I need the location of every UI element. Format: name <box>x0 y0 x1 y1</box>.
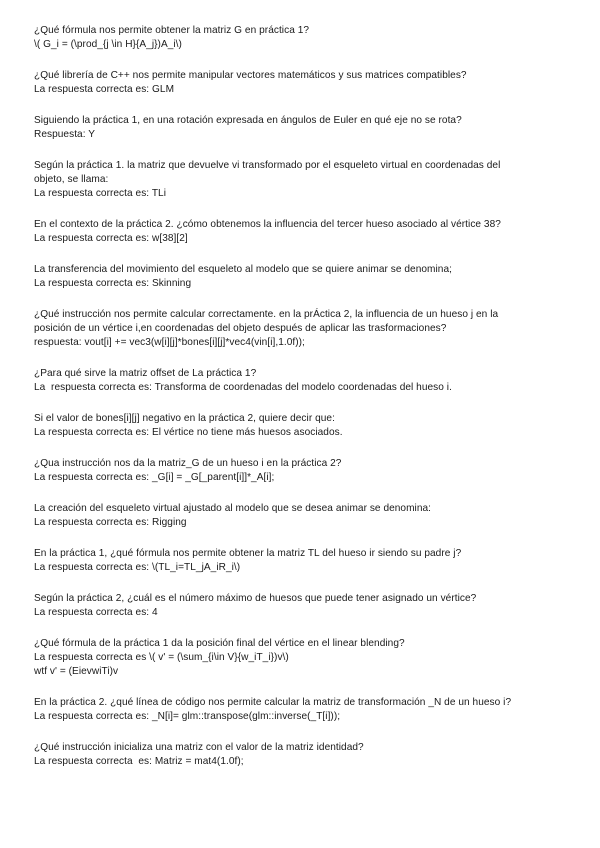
question-text: ¿Qua instrucción nos da la matriz_G de un hueso i en la práctica 2? <box>34 458 342 469</box>
qa-item <box>34 308 580 350</box>
qa-item <box>34 592 580 620</box>
answer-text: La respuesta correcta es: GLM <box>34 84 175 95</box>
question-text: En la práctica 2. ¿qué línea de código nos permite calcular la matriz de transformación _N de un hueso i? <box>34 697 512 708</box>
question-text: En la práctica 1, ¿qué fórmula nos permite obtener la matriz TL del hueso ir siendo su padre j? <box>34 548 462 559</box>
answer-text: La respuesta correcta es: \(TL_i=TL_jA_iR_i\) <box>34 562 241 573</box>
qa-item <box>34 457 580 485</box>
answer-text: La respuesta correcta es: _N[i]= glm::transpose(glm::inverse(_T[i])); <box>34 711 341 722</box>
question-text: Si el valor de bones[i][j] negativo en la práctica 2, quiere decir que: <box>34 413 335 424</box>
question-text: Según la práctica 1. la matriz que devuelve vi transformado por el esqueleto virtual en coordenadas del <box>34 160 501 171</box>
qa-item <box>34 218 580 246</box>
qa-item <box>34 637 580 679</box>
answer-text: La respuesta correcta es: TLi <box>34 188 166 199</box>
qa-item <box>34 69 580 97</box>
question-text: ¿Para qué sirve la matriz offset de La práctica 1? <box>34 368 257 379</box>
question-text: La transferencia del movimiento del esqueleto al modelo que se quiere animar se denomina; <box>34 264 452 275</box>
answer-text: La respuesta correcta es \( v' = (\sum_{i\in V}{w_iT_i})v\) <box>34 652 289 663</box>
answer-text: La respuesta correcta es: El vértice no tiene más huesos asociados. <box>34 427 343 438</box>
question-text: posición de un vértice i,en coordenadas del objeto después de aplicar las trasformaciones? <box>34 323 447 334</box>
qa-item <box>34 502 580 530</box>
answer-text: La respuesta correcta es: w[38][2] <box>34 233 188 244</box>
answer-text: La respuesta correcta es: Matriz = mat4(1.0f); <box>34 756 244 767</box>
question-text: ¿Qué fórmula de la práctica 1 da la posición final del vértice en el linear blending? <box>34 638 405 649</box>
qa-item <box>34 741 580 769</box>
qa-item <box>34 547 580 575</box>
answer-text: respuesta: vout[i] += vec3(w[i][j]*bones[i][j]*vec4(vin[i],1.0f)); <box>34 337 305 348</box>
question-text: ¿Qué fórmula nos permite obtener la matriz G en práctica 1? <box>34 25 310 36</box>
qa-item <box>34 263 580 291</box>
qa-item <box>34 696 580 724</box>
qa-item <box>34 24 580 52</box>
question-text: Según la práctica 2, ¿cuál es el número máximo de huesos que puede tener asignado un vértice? <box>34 593 477 604</box>
question-text: ¿Qué librería de C++ nos permite manipular vectores matemáticos y sus matrices compatibles? <box>34 70 467 81</box>
answer-text: La respuesta correcta es: _G[i] = _G[_parent[i]]*_A[i]; <box>34 472 275 483</box>
qa-item <box>34 367 580 395</box>
qa-item <box>34 114 580 142</box>
answer-text: \( G_i = (\prod_{j \in H}{A_j})A_i\) <box>34 39 182 50</box>
answer-text: La respuesta correcta es: Rigging <box>34 517 187 528</box>
qa-item <box>34 412 580 440</box>
question-text: objeto, se llama: <box>34 174 109 185</box>
question-text: Siguiendo la práctica 1, en una rotación expresada en ángulos de Euler en qué eje no se rota? <box>34 115 462 126</box>
question-text: La creación del esqueleto virtual ajustado al modelo que se desea animar se denomina: <box>34 503 432 514</box>
qa-item <box>34 159 580 201</box>
answer-text: wtf v' = (EievwiTi)v <box>34 666 119 677</box>
answer-text: Respuesta: Y <box>34 129 96 140</box>
answer-text: La respuesta correcta es: Skinning <box>34 278 192 289</box>
answer-text: La respuesta correcta es: 4 <box>34 607 158 618</box>
question-text: En el contexto de la práctica 2. ¿cómo obtenemos la influencia del tercer hueso asociado al vértice 38? <box>34 219 501 230</box>
question-text: ¿Qué instrucción nos permite calcular correctamente. en la prÁctica 2, la influencia de un hueso j en la <box>34 309 499 320</box>
question-text: ¿Qué instrucción inicializa una matriz con el valor de la matriz identidad? <box>34 742 364 753</box>
answer-text: La respuesta correcta es: Transforma de coordenadas del modelo coordenadas del hueso i. <box>34 382 452 393</box>
